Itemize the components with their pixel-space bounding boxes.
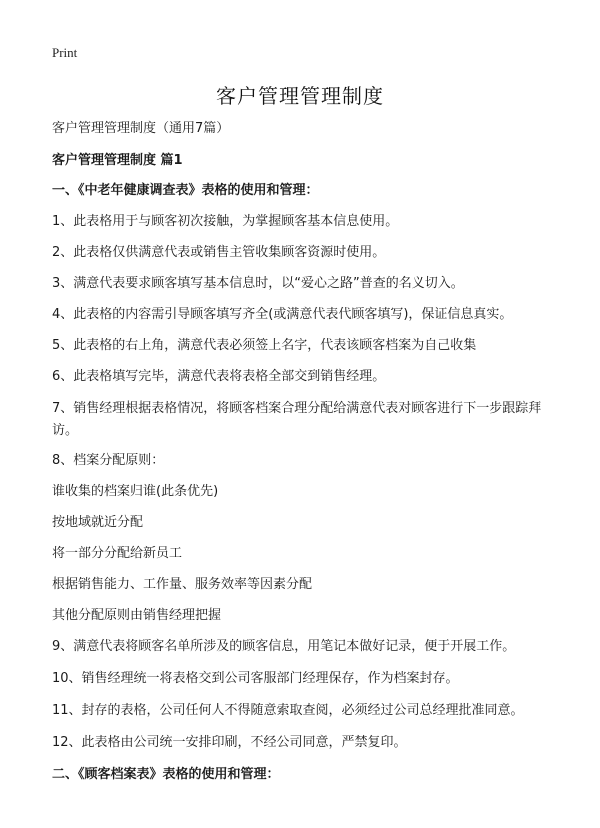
document-subtitle: 客户管理管理制度（通用7篇） — [52, 121, 230, 136]
list-item: 5、此表格的右上角，满意代表必须签上名字，代表该顾客档案为自己收集 — [52, 338, 477, 353]
list-item: 9、满意代表将顾客名单所涉及的顾客信息，用笔记本做好记录，便于开展工作。 — [52, 639, 516, 654]
list-item: 7、销售经理根据表格情况，将顾客档案合理分配给满意代表对顾客进行下一步跟踪拜访。 — [52, 401, 542, 438]
list-item: 按地域就近分配 — [52, 515, 144, 530]
list-item: 3、满意代表要求顾客填写基本信息时，以“爱心之路”普查的名义切入。 — [52, 276, 464, 291]
list-item: 谁收集的档案归谁(此条优先) — [52, 484, 219, 499]
list-item: 10、销售经理统一将表格交到公司客服部门经理保存，作为档案封存。 — [52, 671, 459, 686]
part-heading: 一、《中老年健康调查表》表格的使用和管理： — [52, 183, 319, 198]
list-item: 6、此表格填写完毕，满意代表将表格全部交到销售经理。 — [52, 369, 386, 384]
list-item: 其他分配原则由销售经理把握 — [52, 608, 222, 623]
document-title: 客户管理管理制度 — [216, 84, 384, 108]
list-item: 根据销售能力、工作量、服务效率等因素分配 — [52, 577, 313, 592]
section-heading: 客户管理管理制度 篇1 — [52, 153, 183, 168]
part-heading: 二、《顾客档案表》表格的使用和管理： — [52, 767, 280, 782]
list-item: 1、此表格用于与顾客初次接触，为掌握顾客基本信息使用。 — [52, 214, 399, 229]
list-item: 2、此表格仅供满意代表或销售主管收集顾客资源时使用。 — [52, 245, 386, 260]
list-item: 8、档案分配原则： — [52, 453, 165, 468]
list-item: 将一部分分配给新员工 — [52, 546, 183, 561]
list-item: 11、封存的表格，公司任何人不得随意索取查阅，必须经过公司总经理批准同意。 — [52, 703, 524, 718]
print-label: Print — [52, 45, 78, 60]
list-item: 4、此表格的内容需引导顾客填写齐全(或满意代表代顾客填写)，保证信息真实。 — [52, 307, 513, 322]
list-item: 12、此表格由公司统一安排印刷，不经公司同意，严禁复印。 — [52, 735, 407, 750]
